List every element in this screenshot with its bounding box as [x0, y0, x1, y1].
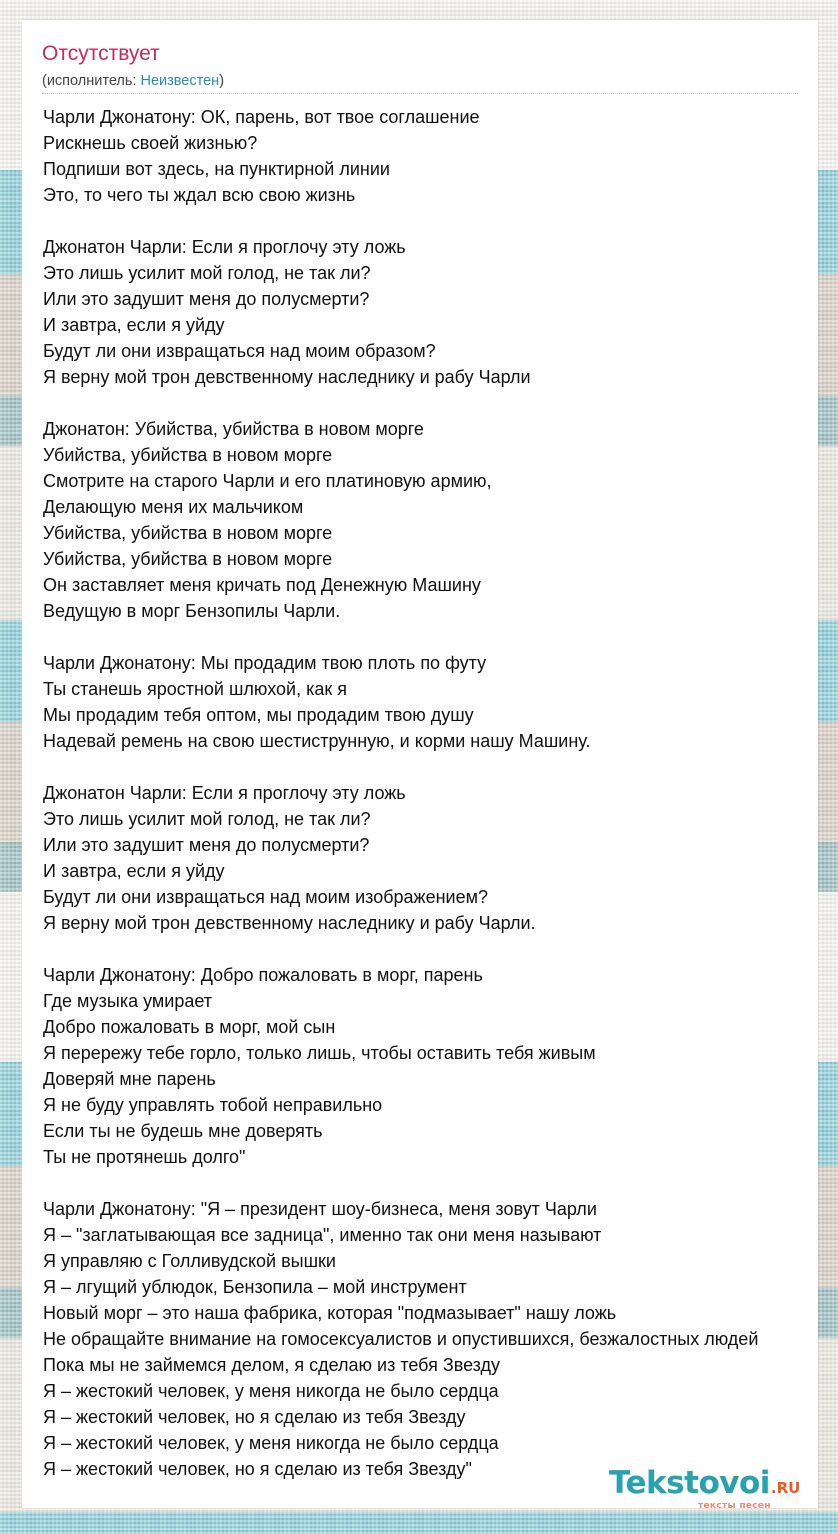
lyric-line: Я – жестокий человек, у меня никогда не было сердца	[43, 1433, 499, 1453]
lyric-line: И завтра, если я уйду	[43, 315, 225, 335]
lyric-line: Я не буду управлять тобой неправильно	[43, 1095, 383, 1115]
lyric-line: Мы продадим тебя оптом, мы продадим твою душу	[43, 705, 474, 725]
lyric-line: Это, то чего ты ждал всю свою жизнь	[43, 185, 356, 205]
lyrics-stanza	[43, 416, 838, 624]
lyric-line: Я верну мой трон девственному наследнику и рабу Чарли	[43, 367, 531, 387]
lyrics-stanza	[43, 780, 838, 936]
lyric-line: Я – лгущий ублюдок, Бензопила – мой инструмент	[43, 1277, 467, 1297]
lyrics-stanza	[43, 234, 838, 390]
lyric-line: Если ты не будешь мне доверять	[43, 1121, 323, 1141]
lyric-line: Надевай ремень на свою шестиструнную, и корми нашу Машину.	[43, 731, 591, 751]
lyric-line: Пока мы не займемся делом, я сделаю из тебя Звезду	[43, 1355, 501, 1375]
lyric-line: Я – жестокий человек, но я сделаю из тебя Звезду"	[43, 1459, 472, 1479]
song-title: Отсутствует	[42, 42, 160, 65]
lyric-line: Убийства, убийства в новом морге	[43, 445, 333, 465]
lyric-line: Чарли Джонатону: Мы продадим твою плоть по футу	[43, 653, 487, 673]
lyrics-text	[43, 104, 838, 1508]
lyric-line: Новый морг – это наша фабрика, которая "подмазывает" нашу ложь	[43, 1303, 617, 1323]
lyric-line: Это лишь усилит мой голод, не так ли?	[43, 809, 371, 829]
lyrics-card	[22, 20, 818, 1511]
lyric-line: Где музыка умирает	[43, 991, 213, 1011]
lyric-line: Я управляю с Голливудской вышки	[43, 1251, 336, 1271]
lyric-line: Добро пожаловать в морг, мой сын	[43, 1017, 336, 1037]
lyric-line: Не обращайте внимание на гомосексуалистов и опустившихся, безжалостных людей	[43, 1329, 759, 1349]
header-divider	[42, 93, 798, 94]
logo-tagline: тексты песен	[698, 1501, 771, 1511]
lyric-line: Джонатон Чарли: Если я проглочу эту ложь	[43, 237, 406, 257]
song-meta	[42, 73, 224, 89]
lyrics-stanza	[43, 104, 838, 208]
meta-suffix: )	[219, 73, 225, 89]
lyric-line: Ты не протянешь долго"	[43, 1147, 246, 1167]
logo-name: Tekstovoi	[609, 1465, 770, 1501]
lyric-line: Чарли Джонатону: Добро пожаловать в морг, парень	[43, 965, 483, 985]
lyric-line: Я – "заглатывающая все задница", именно так они меня называют	[43, 1225, 602, 1245]
lyric-line: Это лишь усилит мой голод, не так ли?	[43, 263, 371, 283]
lyric-line: Джонатон Чарли: Если я проглочу эту ложь	[43, 783, 406, 803]
lyrics-stanza	[43, 650, 838, 754]
lyrics-stanza	[43, 962, 838, 1170]
lyric-line: Я перережу тебе горло, только лишь, чтобы оставить тебя живым	[43, 1043, 596, 1063]
lyric-line: Я – жестокий человек, но я сделаю из тебя Звезду	[43, 1407, 466, 1427]
lyric-line: Чарли Джонатону: ОК, парень, вот твое соглашение	[43, 107, 480, 127]
lyric-line: И завтра, если я уйду	[43, 861, 225, 881]
lyric-line: Ты станешь яростной шлюхой, как я	[43, 679, 347, 699]
lyric-line: Убийства, убийства в новом морге	[43, 523, 333, 543]
lyric-line: Доверяй мне парень	[43, 1069, 216, 1089]
site-logo[interactable]	[609, 1465, 809, 1515]
lyric-line: Я – жестокий человек, у меня никогда не было сердца	[43, 1381, 499, 1401]
lyric-line: Рискнешь своей жизнью?	[43, 133, 258, 153]
lyric-line: Ведущую в морг Бензопилы Чарли.	[43, 601, 341, 621]
meta-prefix: (исполнитель:	[42, 73, 141, 89]
lyric-line: Смотрите на старого Чарли и его платиновую армию,	[43, 471, 492, 491]
lyric-line: Убийства, убийства в новом морге	[43, 549, 333, 569]
lyric-line: Джонатон: Убийства, убийства в новом морге	[43, 419, 424, 439]
lyric-line: Или это задушит меня до полусмерти?	[43, 289, 370, 309]
lyric-line: Будут ли они извращаться над моим образом?	[43, 341, 436, 361]
lyric-line: Будут ли они извращаться над моим изображением?	[43, 887, 488, 907]
lyric-line: Делающую меня их мальчиком	[43, 497, 304, 517]
logo-tld: .RU	[770, 1479, 801, 1497]
lyric-line: Или это задушит меня до полусмерти?	[43, 835, 370, 855]
artist-link[interactable]: Неизвестен	[140, 73, 220, 89]
lyrics-stanza	[43, 1196, 838, 1482]
lyric-line: Чарли Джонатону: "Я – президент шоу-бизнеса, меня зовут Чарли	[43, 1199, 597, 1219]
lyric-line: Он заставляет меня кричать под Денежную Машину	[43, 575, 481, 595]
lyric-line: Подпиши вот здесь, на пунктирной линии	[43, 159, 390, 179]
lyric-line: Я верну мой трон девственному наследнику и рабу Чарли.	[43, 913, 536, 933]
